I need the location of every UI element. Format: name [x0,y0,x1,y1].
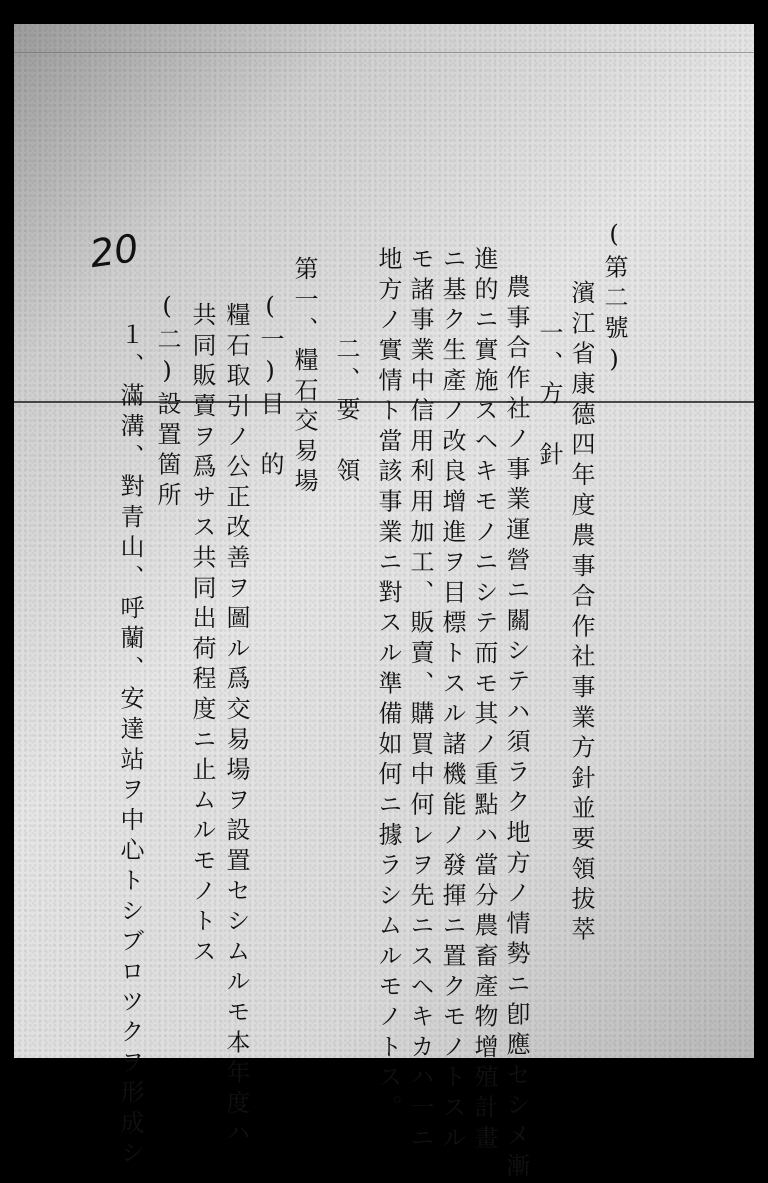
text-line: １、滿溝、對青山、呼蘭、安達站ヲ中心トシブロツクヲ形成シ [116,322,144,1171]
item-heading-purpose: (一)目 的 [256,292,284,482]
text-line: 糧石取引ノ公正改善ヲ圖ル爲交易場ヲ設置セシムルモ本年度ハ [222,302,250,1151]
section-heading-procedures: 二、要 領 [332,336,360,488]
subsection-heading: 第一、糧石交易場 [290,256,318,499]
document-number: (第二號) [600,220,628,380]
text-line: 共同販賣ヲ爲サス共同出荷程度ニ止ムルモノトス [188,302,216,969]
text-line: 地方ノ實情ト當該事業ニ對スル準備如何ニ據ラシムルモノトス。 [374,246,402,1125]
item-heading-locations: (二)設置箇所 [153,292,181,513]
text-line: 農事合作社ノ事業運營ニ關シテハ須ラク地方ノ情勢ニ卽應セシメ漸 [502,274,530,1183]
document-page [14,24,754,1183]
section-heading-policy: 一、方 針 [535,320,563,472]
document-title: 濱江省康德四年度農事合作社事業方針並要領拔萃 [567,280,595,947]
text-line: ニ基ク生產ノ改良增進ヲ目標トスル諸機能ノ發揮ニ置クモノトスル [438,246,466,1155]
text-line: モ諸事業中信用利用加工、販賣、購買中何レヲ先ニスヘキカハ一ニ [406,246,434,1155]
handwritten-page-number: 20 [87,225,142,277]
page-edge-line [14,52,754,53]
text-line: 進的ニ實施スヘキモノニシテ而モ其ノ重點ハ當分農畜產物增殖計畫 [470,246,498,1155]
